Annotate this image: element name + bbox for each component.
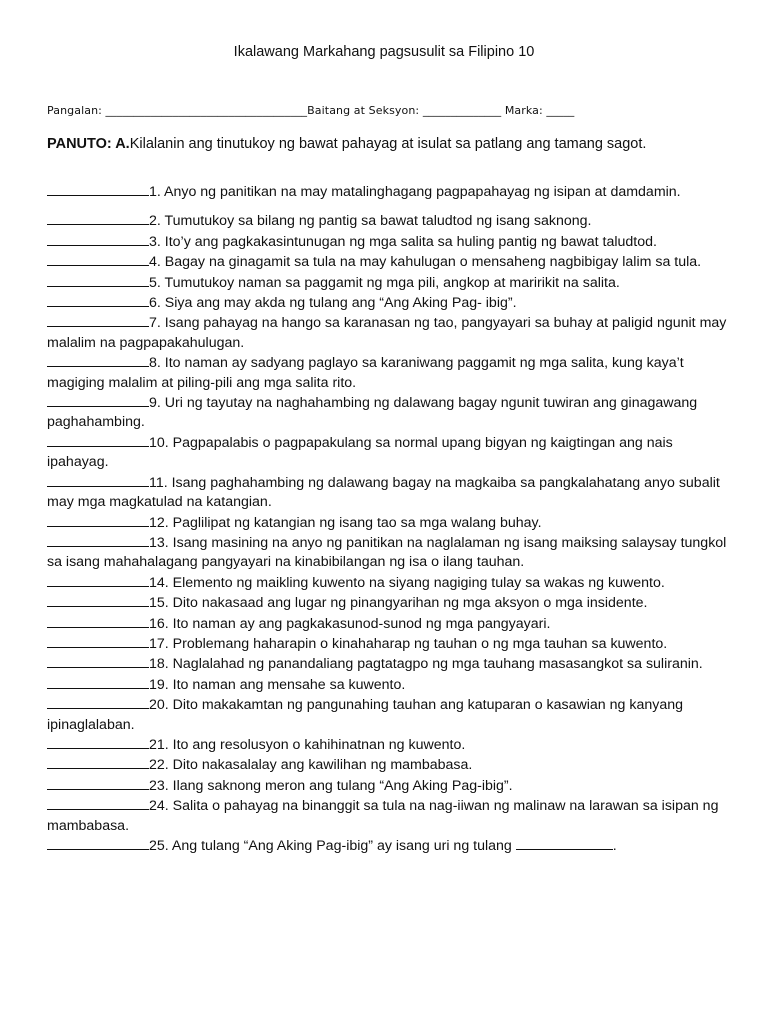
question-item [47, 273, 737, 293]
question-item [47, 211, 737, 231]
question-item [47, 293, 737, 313]
answer-blank[interactable] [47, 654, 149, 668]
question-text: 12. Paglilipat ng katangian ng isang tao sa mga walang buhay. [149, 514, 542, 531]
question-item [47, 614, 737, 634]
grade-section-label: Baitang at Seksyon: [307, 104, 423, 117]
question-item [47, 735, 737, 755]
question-item [47, 675, 737, 695]
answer-blank[interactable] [47, 675, 149, 689]
answer-blank[interactable] [47, 614, 149, 628]
answer-blank[interactable] [47, 273, 149, 287]
question-item [47, 393, 737, 433]
question-item [47, 533, 737, 573]
question-text: 7. Isang pahayag na hango sa karanasan ng tao, pangyayari sa buhay at paligid ngunit may malalim na pagpapakahulugan. [47, 315, 727, 351]
answer-blank[interactable] [47, 513, 149, 527]
question-item [47, 313, 737, 353]
question-item [47, 433, 737, 473]
answer-blank[interactable] [47, 695, 149, 709]
question-text: 4. Bagay na ginagamit sa tula na may kahulugan o mensaheng nagbibigay lalim sa tula. [149, 254, 702, 271]
page-title: Ikalawang Markahang pagsusulit sa Filipino 10 [233, 44, 535, 60]
question-text: 14. Elemento ng maikling kuwento na siyang nagiging tulay sa wakas ng kuwento. [149, 574, 665, 591]
question-item [47, 836, 737, 856]
answer-blank[interactable] [47, 393, 149, 407]
question-item [47, 776, 737, 796]
answer-blank[interactable] [47, 182, 149, 196]
answer-blank[interactable] [47, 735, 149, 749]
inline-answer-blank[interactable] [516, 836, 613, 850]
question-text: 15. Dito nakasaad ang lugar ng pinangyarihan ng mga aksyon o mga insidente. [149, 595, 648, 612]
question-text: 2. Tumutukoy sa bilang ng pantig sa bawat taludtod ng isang saknong. [149, 213, 592, 230]
answer-blank[interactable] [47, 433, 149, 447]
question-text: 8. Ito naman ay sadyang paglayo sa karaniwang paggamit ng mga salita, kung kaya’t magiging malalim at piling-pili ang mga salita rito. [47, 355, 684, 391]
student-info-line [47, 104, 727, 117]
answer-blank[interactable] [47, 313, 149, 327]
grade-section-field[interactable]: ______________ [422, 104, 502, 117]
answer-blank[interactable] [47, 293, 149, 307]
sentence-end: . [612, 838, 617, 854]
answer-blank[interactable] [47, 796, 149, 810]
question-item [47, 182, 737, 202]
question-text: 23. Ilang saknong meron ang tulang “Ang Aking Pag-ibig”. [149, 777, 513, 794]
question-text: 17. Problemang haharapin o kinahaharap ng tauhan o ng mga tauhan sa kuwento. [149, 635, 668, 652]
directions-text: Kilalanin ang tinutukoy ng bawat pahayag at isulat sa patlang ang tamang sagot. [129, 136, 647, 152]
question-item [47, 353, 737, 393]
question-text: 19. Ito naman ang mensahe sa kuwento. [149, 676, 406, 693]
question-item [47, 252, 737, 272]
name-label: Pangalan: [47, 104, 106, 117]
question-item [47, 573, 737, 593]
question-text: 22. Dito nakasalalay ang kawilihan ng mambabasa. [149, 757, 473, 774]
question-item [47, 513, 737, 533]
score-label: Marka: [501, 104, 547, 117]
question-item [47, 796, 737, 836]
question-text: 16. Ito naman ay ang pagkakasunod-sunod ng mga pangyayari. [149, 615, 551, 632]
question-list [47, 182, 737, 856]
answer-blank[interactable] [47, 533, 149, 547]
question-text: 18. Naglalahad ng panandaliang pagtatagpo ng mga tauhang masasangkot sa suliranin. [149, 656, 703, 673]
question-text: 25. Ang tulang “Ang Aking Pag-ibig” ay isang uri ng tulang [149, 838, 516, 854]
answer-blank[interactable] [47, 755, 149, 769]
question-text: 24. Salita o pahayag na binanggit sa tula na nag-iiwan ng malinaw na larawan sa isipan ng mambabasa. [47, 798, 719, 834]
question-text: 3. Ito’y ang pagkakasintunugan ng mga salita sa huling pantig ng bawat taludtod. [149, 233, 657, 250]
question-text: 5. Tumutukoy naman sa paggamit ng mga pili, angkop at maririkit na salita. [149, 274, 620, 291]
directions [47, 136, 737, 152]
answer-blank[interactable] [47, 573, 149, 587]
question-text: 6. Siya ang may akda ng tulang ang “Ang Aking Pag- ibig”. [149, 295, 517, 312]
answer-blank[interactable] [47, 593, 149, 607]
question-text: 9. Uri ng tayutay na naghahambing ng dalawang bagay ngunit tuwiran ang ginagawang paghahambing. [47, 395, 698, 431]
question-item [47, 695, 737, 735]
question-text: 21. Ito ang resolusyon o kahihinatnan ng kuwento. [149, 736, 466, 753]
question-item [47, 654, 737, 674]
name-field[interactable]: ____________________________________ [105, 104, 308, 117]
question-text: 11. Isang paghahambing ng dalawang bagay na magkaiba sa pangkalahatang anyo subalit may mga magkatulad na katangian. [47, 474, 720, 511]
directions-label: PANUTO: A. [47, 136, 130, 152]
question-item [47, 593, 737, 613]
answer-blank[interactable] [47, 211, 149, 225]
question-item [47, 473, 737, 513]
question-item [47, 232, 737, 252]
answer-blank[interactable] [47, 634, 149, 648]
answer-blank[interactable] [47, 836, 149, 850]
question-text: 20. Dito makakamtan ng pangunahing tauhan ang katuparan o kasawian ng kanyang ipinaglalaban. [47, 697, 683, 733]
answer-blank[interactable] [47, 232, 149, 246]
answer-blank[interactable] [47, 776, 149, 790]
score-field[interactable]: _____ [546, 104, 575, 117]
answer-blank[interactable] [47, 252, 149, 266]
question-text: 1. Anyo ng panitikan na may matalinghagang pagpapahayag ng isipan at damdamin. [149, 184, 681, 200]
question-item [47, 634, 737, 654]
question-text: 10. Pagpapalabis o pagpapakulang sa normal upang bigyan ng kaigtingan ang nais ipahayag. [47, 434, 673, 471]
question-item [47, 755, 737, 775]
answer-blank[interactable] [47, 473, 149, 487]
question-text: 13. Isang masining na anyo ng panitikan na naglalaman ng isang maiksing salaysay tungkol sa isang mahahalagang pangyayari na kinabibilangan ng isa o ilang tauhan. [47, 534, 727, 571]
answer-blank[interactable] [47, 353, 149, 367]
